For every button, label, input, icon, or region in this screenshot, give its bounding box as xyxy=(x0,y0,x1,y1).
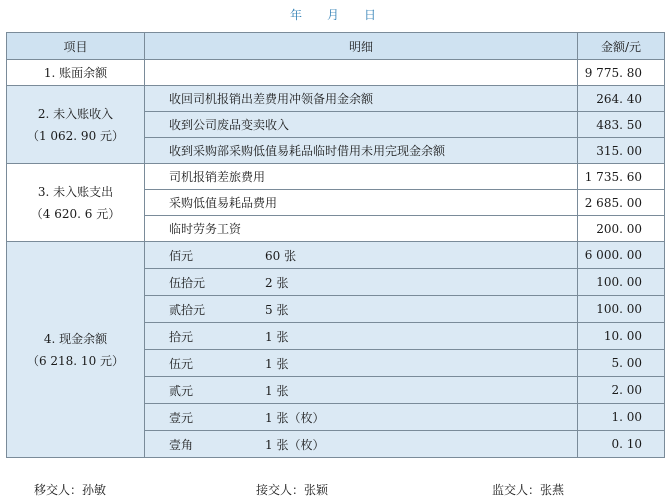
note-count: 2 张 xyxy=(265,275,289,290)
handover-person: 移交人：孙敏 xyxy=(34,483,107,497)
note-count: 60 张 xyxy=(265,248,297,263)
row-amount: 200. 00 xyxy=(578,216,665,242)
note-count: 1 张（枚） xyxy=(265,437,325,452)
row-detail: 收到采购部采购低值易耗品临时借用未用完现金余额 xyxy=(145,138,578,164)
row-detail xyxy=(145,323,578,350)
row-item-unrecorded-income xyxy=(7,86,145,164)
row-amount: 483. 50 xyxy=(578,112,665,138)
row-amount: 2. 00 xyxy=(578,377,665,404)
note-count: 1 张 xyxy=(265,329,289,344)
row-item-unrecorded-expense xyxy=(7,164,145,242)
row-amount: 315. 00 xyxy=(578,138,665,164)
note-count: 5 张 xyxy=(265,302,289,317)
table-row xyxy=(7,164,665,190)
receiver-person: 接交人：张颖 xyxy=(256,483,329,497)
denomination: 伍拾元 xyxy=(169,275,206,290)
column-header-detail: 明细 xyxy=(145,33,578,60)
row-detail: 司机报销差旅费用 xyxy=(145,164,578,190)
date-header xyxy=(0,6,667,23)
row-detail xyxy=(145,431,578,458)
row-detail xyxy=(145,404,578,431)
row-detail xyxy=(145,269,578,296)
row-detail xyxy=(145,60,578,86)
column-header-item: 项目 xyxy=(7,33,145,60)
item-subtotal: （1 062. 90 元） xyxy=(26,128,125,143)
table-row xyxy=(7,86,665,112)
row-item-cash-balance xyxy=(7,242,145,458)
table-row xyxy=(7,60,665,86)
denomination: 伍元 xyxy=(169,356,194,371)
row-detail xyxy=(145,350,578,377)
denomination: 佰元 xyxy=(169,248,194,263)
denomination: 贰元 xyxy=(169,383,194,398)
note-count: 1 张 xyxy=(265,383,289,398)
row-amount: 0. 10 xyxy=(578,431,665,458)
row-amount: 6 000. 00 xyxy=(578,242,665,269)
row-amount: 10. 00 xyxy=(578,323,665,350)
note-count: 1 张 xyxy=(265,356,289,371)
row-amount: 264. 40 xyxy=(578,86,665,112)
row-detail xyxy=(145,242,578,269)
item-label: 3. 未入账支出 xyxy=(37,184,114,199)
signature-line xyxy=(0,481,667,501)
note-count: 1 张（枚） xyxy=(265,410,325,425)
row-amount: 100. 00 xyxy=(578,269,665,296)
column-header-amount: 金额/元 xyxy=(578,33,665,60)
denomination: 壹元 xyxy=(169,410,194,425)
row-detail: 收到公司废品变卖收入 xyxy=(145,112,578,138)
denomination: 拾元 xyxy=(169,329,194,344)
row-amount: 1. 00 xyxy=(578,404,665,431)
row-amount: 100. 00 xyxy=(578,296,665,323)
table-header-row xyxy=(7,33,665,60)
row-detail: 采购低值易耗品费用 xyxy=(145,190,578,216)
row-detail: 临时劳务工资 xyxy=(145,216,578,242)
row-amount: 1 735. 60 xyxy=(578,164,665,190)
row-amount: 2 685. 00 xyxy=(578,190,665,216)
row-detail xyxy=(145,377,578,404)
row-detail: 收回司机报销出差费用冲领备用金余额 xyxy=(145,86,578,112)
row-amount: 5. 00 xyxy=(578,350,665,377)
date-day: 日 xyxy=(364,8,378,22)
item-label: 2. 未入账收入 xyxy=(37,106,114,121)
item-subtotal: （4 620. 6 元） xyxy=(30,206,121,221)
supervisor-person: 监交人：张燕 xyxy=(492,483,565,497)
table-row xyxy=(7,242,665,269)
item-label: 4. 现金余额 xyxy=(43,331,108,346)
denomination: 贰拾元 xyxy=(169,302,206,317)
denomination: 壹角 xyxy=(169,437,194,452)
row-detail xyxy=(145,296,578,323)
date-month: 月 xyxy=(326,8,340,22)
cash-handover-table xyxy=(6,32,665,458)
row-amount: 9 775. 80 xyxy=(578,60,665,86)
date-year: 年 xyxy=(289,8,303,22)
row-item-book-balance: 1. 账面余额 xyxy=(7,60,145,86)
item-subtotal: （6 218. 10 元） xyxy=(26,353,125,368)
